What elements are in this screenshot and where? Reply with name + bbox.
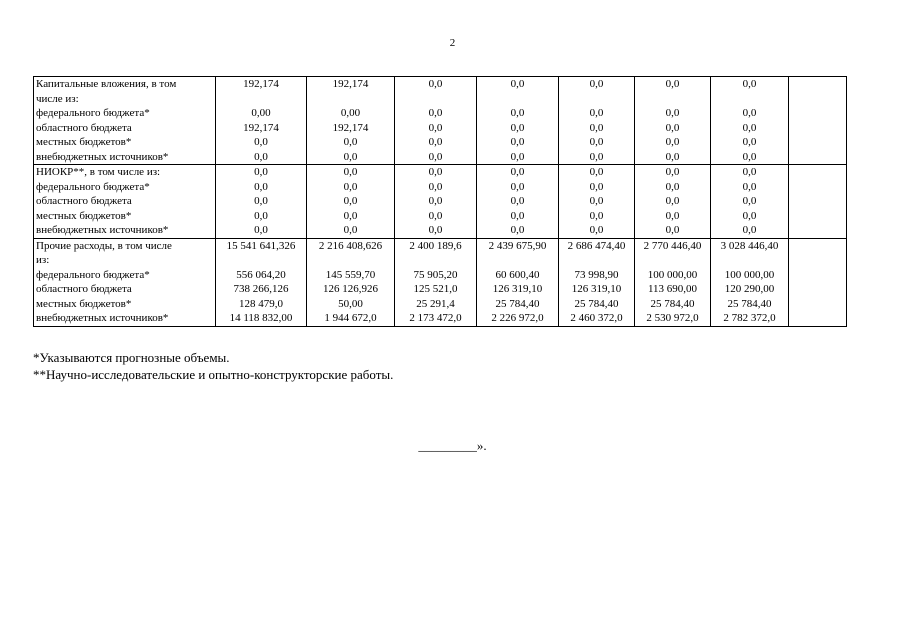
value-cell: 0,0 bbox=[635, 150, 711, 165]
value-cell: 0,0 bbox=[477, 223, 559, 238]
value-cell bbox=[477, 253, 559, 268]
value-cell: 25 784,40 bbox=[477, 297, 559, 312]
value-cell: 0,0 bbox=[635, 135, 711, 150]
row-label: федерального бюджета* bbox=[34, 106, 216, 121]
value-cell bbox=[789, 311, 847, 326]
value-cell: 25 291,4 bbox=[395, 297, 477, 312]
row-label: федерального бюджета* bbox=[34, 268, 216, 283]
value-cell bbox=[216, 92, 307, 107]
value-cell: 0,0 bbox=[635, 121, 711, 136]
footnote-forecast: *Указываются прогнозные объемы. bbox=[33, 350, 230, 365]
value-cell: 3 028 446,40 bbox=[711, 238, 789, 253]
value-cell bbox=[789, 223, 847, 238]
value-cell: 120 290,00 bbox=[711, 282, 789, 297]
value-cell: 0,0 bbox=[477, 135, 559, 150]
value-cell: 2 439 675,90 bbox=[477, 238, 559, 253]
row-label: местных бюджетов* bbox=[34, 209, 216, 224]
value-cell: 2 216 408,626 bbox=[307, 238, 395, 253]
footnotes bbox=[33, 349, 393, 383]
value-cell: 0,0 bbox=[395, 194, 477, 209]
value-cell: 73 998,90 bbox=[559, 268, 635, 283]
value-cell bbox=[635, 253, 711, 268]
value-cell: 0,0 bbox=[216, 165, 307, 180]
value-cell: 0,0 bbox=[395, 77, 477, 92]
value-cell: 192,174 bbox=[216, 77, 307, 92]
row-label: Капитальные вложения, в том bbox=[34, 77, 216, 92]
value-cell: 192,174 bbox=[307, 77, 395, 92]
value-cell: 100 000,00 bbox=[635, 268, 711, 283]
table-row bbox=[34, 165, 847, 180]
value-cell: 0,0 bbox=[477, 77, 559, 92]
value-cell: 0,0 bbox=[711, 106, 789, 121]
value-cell: 0,0 bbox=[711, 165, 789, 180]
value-cell bbox=[789, 238, 847, 253]
value-cell bbox=[307, 92, 395, 107]
value-cell bbox=[789, 297, 847, 312]
value-cell: 0,0 bbox=[477, 194, 559, 209]
value-cell: 60 600,40 bbox=[477, 268, 559, 283]
value-cell: 2 530 972,0 bbox=[635, 311, 711, 326]
value-cell: 0,0 bbox=[307, 165, 395, 180]
value-cell bbox=[711, 253, 789, 268]
value-cell: 126 319,10 bbox=[559, 282, 635, 297]
table-row bbox=[34, 238, 847, 253]
value-cell: 0,0 bbox=[307, 135, 395, 150]
value-cell: 1 944 672,0 bbox=[307, 311, 395, 326]
value-cell: 0,0 bbox=[711, 150, 789, 165]
value-cell bbox=[789, 165, 847, 180]
table-row bbox=[34, 135, 847, 150]
value-cell: 125 521,0 bbox=[395, 282, 477, 297]
value-cell: 0,0 bbox=[635, 223, 711, 238]
row-label: числе из: bbox=[34, 92, 216, 107]
value-cell: 0,0 bbox=[559, 106, 635, 121]
row-label: областного бюджета bbox=[34, 121, 216, 136]
value-cell bbox=[789, 209, 847, 224]
value-cell: 2 400 189,6 bbox=[395, 238, 477, 253]
row-label: областного бюджета bbox=[34, 194, 216, 209]
value-cell: 0,0 bbox=[711, 180, 789, 195]
value-cell: 0,0 bbox=[216, 194, 307, 209]
value-cell: 0,0 bbox=[559, 135, 635, 150]
value-cell: 0,0 bbox=[711, 223, 789, 238]
value-cell: 0,0 bbox=[395, 180, 477, 195]
value-cell: 0,0 bbox=[559, 180, 635, 195]
value-cell: 0,00 bbox=[216, 106, 307, 121]
value-cell: 75 905,20 bbox=[395, 268, 477, 283]
value-cell: 0,0 bbox=[395, 150, 477, 165]
value-cell bbox=[789, 77, 847, 92]
value-cell bbox=[789, 282, 847, 297]
value-cell bbox=[216, 253, 307, 268]
value-cell: 0,0 bbox=[559, 194, 635, 209]
value-cell bbox=[789, 150, 847, 165]
value-cell: 0,0 bbox=[307, 150, 395, 165]
value-cell: 100 000,00 bbox=[711, 268, 789, 283]
value-cell: 113 690,00 bbox=[635, 282, 711, 297]
value-cell: 2 770 446,40 bbox=[635, 238, 711, 253]
row-label: местных бюджетов* bbox=[34, 135, 216, 150]
value-cell: 0,0 bbox=[307, 194, 395, 209]
value-cell: 0,0 bbox=[559, 121, 635, 136]
table-row bbox=[34, 297, 847, 312]
value-cell bbox=[789, 268, 847, 283]
row-label: внебюджетных источников* bbox=[34, 150, 216, 165]
value-cell: 0,0 bbox=[307, 223, 395, 238]
value-cell: 145 559,70 bbox=[307, 268, 395, 283]
value-cell: 0,0 bbox=[477, 106, 559, 121]
value-cell: 0,0 bbox=[711, 194, 789, 209]
value-cell: 0,0 bbox=[711, 77, 789, 92]
row-label: из: bbox=[34, 253, 216, 268]
table-row bbox=[34, 121, 847, 136]
value-cell: 192,174 bbox=[216, 121, 307, 136]
row-label: Прочие расходы, в том числе bbox=[34, 238, 216, 253]
value-cell bbox=[477, 92, 559, 107]
value-cell: 2 173 472,0 bbox=[395, 311, 477, 326]
value-cell: 738 266,126 bbox=[216, 282, 307, 297]
budget-table bbox=[33, 76, 847, 327]
value-cell: 0,0 bbox=[711, 135, 789, 150]
value-cell: 0,0 bbox=[395, 223, 477, 238]
value-cell: 0,0 bbox=[216, 223, 307, 238]
value-cell: 0,0 bbox=[395, 135, 477, 150]
value-cell: 0,0 bbox=[395, 165, 477, 180]
row-label: федерального бюджета* bbox=[34, 180, 216, 195]
value-cell: 0,0 bbox=[635, 106, 711, 121]
value-cell bbox=[789, 194, 847, 209]
closing-line: _________». bbox=[418, 438, 487, 453]
value-cell: 0,0 bbox=[635, 165, 711, 180]
value-cell: 0,0 bbox=[477, 180, 559, 195]
value-cell: 50,00 bbox=[307, 297, 395, 312]
value-cell: 0,0 bbox=[395, 106, 477, 121]
table-row bbox=[34, 106, 847, 121]
value-cell: 0,0 bbox=[477, 165, 559, 180]
table-row bbox=[34, 180, 847, 195]
value-cell bbox=[789, 121, 847, 136]
value-cell: 556 064,20 bbox=[216, 268, 307, 283]
row-label: НИОКР**, в том числе из: bbox=[34, 165, 216, 180]
value-cell: 2 782 372,0 bbox=[711, 311, 789, 326]
value-cell: 0,0 bbox=[307, 209, 395, 224]
table-row bbox=[34, 92, 847, 107]
table-row bbox=[34, 253, 847, 268]
value-cell: 0,0 bbox=[395, 209, 477, 224]
value-cell bbox=[789, 92, 847, 107]
value-cell: 0,0 bbox=[477, 121, 559, 136]
value-cell: 2 686 474,40 bbox=[559, 238, 635, 253]
value-cell: 0,0 bbox=[559, 150, 635, 165]
value-cell bbox=[395, 92, 477, 107]
row-label: областного бюджета bbox=[34, 282, 216, 297]
value-cell: 126 126,926 bbox=[307, 282, 395, 297]
value-cell bbox=[789, 106, 847, 121]
value-cell: 0,0 bbox=[559, 209, 635, 224]
table-row bbox=[34, 282, 847, 297]
value-cell: 0,0 bbox=[559, 223, 635, 238]
value-cell bbox=[635, 92, 711, 107]
value-cell: 0,0 bbox=[635, 209, 711, 224]
value-cell: 0,0 bbox=[216, 180, 307, 195]
table-row bbox=[34, 77, 847, 92]
value-cell: 0,0 bbox=[477, 209, 559, 224]
value-cell: 0,00 bbox=[307, 106, 395, 121]
value-cell bbox=[789, 253, 847, 268]
value-cell: 25 784,40 bbox=[711, 297, 789, 312]
value-cell: 0,0 bbox=[477, 150, 559, 165]
table-row bbox=[34, 311, 847, 326]
value-cell: 25 784,40 bbox=[635, 297, 711, 312]
page-number: 2 bbox=[449, 37, 456, 49]
value-cell bbox=[559, 253, 635, 268]
value-cell: 126 319,10 bbox=[477, 282, 559, 297]
table-row bbox=[34, 223, 847, 238]
table-row bbox=[34, 209, 847, 224]
value-cell: 14 118 832,00 bbox=[216, 311, 307, 326]
value-cell: 0,0 bbox=[216, 209, 307, 224]
value-cell: 0,0 bbox=[711, 209, 789, 224]
value-cell: 2 226 972,0 bbox=[477, 311, 559, 326]
table-row bbox=[34, 150, 847, 165]
value-cell: 0,0 bbox=[307, 180, 395, 195]
value-cell: 0,0 bbox=[559, 77, 635, 92]
value-cell: 2 460 372,0 bbox=[559, 311, 635, 326]
value-cell bbox=[789, 180, 847, 195]
value-cell: 0,0 bbox=[635, 77, 711, 92]
value-cell: 15 541 641,326 bbox=[216, 238, 307, 253]
value-cell bbox=[789, 135, 847, 150]
row-label: местных бюджетов* bbox=[34, 297, 216, 312]
value-cell bbox=[559, 92, 635, 107]
value-cell: 0,0 bbox=[635, 194, 711, 209]
value-cell bbox=[711, 92, 789, 107]
row-label: внебюджетных источников* bbox=[34, 223, 216, 238]
value-cell: 192,174 bbox=[307, 121, 395, 136]
value-cell: 0,0 bbox=[216, 135, 307, 150]
value-cell: 0,0 bbox=[395, 121, 477, 136]
value-cell bbox=[307, 253, 395, 268]
value-cell: 0,0 bbox=[711, 121, 789, 136]
table-row bbox=[34, 268, 847, 283]
value-cell: 25 784,40 bbox=[559, 297, 635, 312]
value-cell: 128 479,0 bbox=[216, 297, 307, 312]
value-cell bbox=[395, 253, 477, 268]
value-cell: 0,0 bbox=[216, 150, 307, 165]
table-row bbox=[34, 194, 847, 209]
value-cell: 0,0 bbox=[635, 180, 711, 195]
row-label: внебюджетных источников* bbox=[34, 311, 216, 326]
footnote-niokr: **Научно-исследовательские и опытно-конструкторские работы. bbox=[33, 367, 394, 382]
value-cell: 0,0 bbox=[559, 165, 635, 180]
